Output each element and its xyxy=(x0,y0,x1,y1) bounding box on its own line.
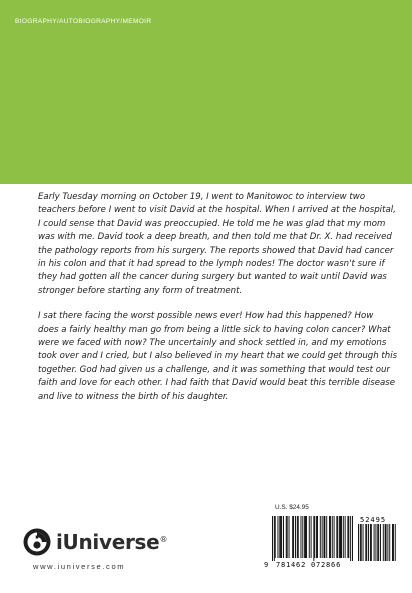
barcode-bar xyxy=(301,516,302,558)
barcode-bar xyxy=(347,516,348,558)
addon-bar xyxy=(386,524,387,561)
barcode-bar xyxy=(350,516,351,561)
blurb-line: does a fairly healthy man go from being a little sick to having colon cancer? What xyxy=(38,324,391,335)
barcode-bar xyxy=(281,516,282,558)
addon-bar xyxy=(377,524,378,561)
addon-bar xyxy=(360,524,361,561)
addon-bar xyxy=(374,524,375,561)
barcode-bar xyxy=(326,516,327,558)
barcode-bar xyxy=(348,516,349,558)
blurb-line: they had gotten all the cancer during surgery but wanted to wait until David was xyxy=(38,272,387,283)
addon-bar xyxy=(392,524,393,561)
barcode-bar xyxy=(343,516,344,558)
addon-bar xyxy=(366,524,367,561)
barcode-bar xyxy=(289,516,290,558)
ean-digits-right: 072866 xyxy=(311,561,342,569)
barcode-bar xyxy=(292,516,293,558)
publisher-name xyxy=(56,527,167,557)
ean-bars xyxy=(272,516,353,561)
addon-bar xyxy=(393,524,394,561)
barcode-bar xyxy=(337,516,338,558)
cover-color-band xyxy=(0,0,412,184)
barcode-bar xyxy=(279,516,280,558)
addon-bar xyxy=(358,524,359,561)
addon-bar xyxy=(385,524,386,561)
barcode-bar xyxy=(316,516,317,558)
barcode-bar xyxy=(272,516,273,561)
blurb-line: together. God had given us a challenge, and it was something that would test our xyxy=(38,364,390,375)
addon-bar xyxy=(387,524,388,561)
barcode-bar xyxy=(345,516,346,558)
barcode-bar xyxy=(286,516,287,558)
blurb-line: teachers before I went to visit David at the hospital. When I arrived at the hospital, xyxy=(38,205,396,216)
addon-bar xyxy=(383,524,384,561)
barcode-bar xyxy=(293,516,294,558)
blurb-line: the pathology reports from his surgery. The reports showed that David had cancer xyxy=(38,245,394,256)
barcode-bar xyxy=(280,516,281,558)
barcode-bar xyxy=(320,516,321,558)
publisher-url: www.iuniverse.com xyxy=(33,562,126,571)
addon-bar xyxy=(375,524,376,561)
price-label: U.S. $24.95 xyxy=(275,504,309,511)
publisher-wordmark: iUniverse xyxy=(56,530,160,554)
iuniverse-swirl-icon xyxy=(22,527,52,557)
back-cover-blurb xyxy=(38,191,398,416)
blurb-line: and live to witness the birth of his daughter. xyxy=(38,391,229,402)
blurb-line: was with me. David took a deep breath, and then told me that Dr. X. had received xyxy=(38,232,392,243)
addon-bar xyxy=(363,524,364,561)
addon-bar xyxy=(361,524,362,561)
barcode-bar xyxy=(295,516,296,558)
blurb-paragraph-2 xyxy=(38,310,398,404)
barcode-bar xyxy=(332,516,333,558)
addon-bar xyxy=(395,524,396,561)
addon-bar xyxy=(370,524,371,561)
barcode-bar xyxy=(340,516,341,558)
addon-bar xyxy=(389,524,390,561)
registered-mark: ® xyxy=(159,535,168,544)
barcode-bar xyxy=(334,516,335,558)
barcode-bar xyxy=(275,516,276,558)
barcode-bar xyxy=(306,516,307,558)
addon-bars xyxy=(358,524,396,561)
barcode-bar xyxy=(339,516,340,558)
barcode-bar xyxy=(313,516,314,561)
blurb-line: faith and love for each other. I had faith that David would beat this terrible disease xyxy=(38,378,396,389)
barcode-bar xyxy=(324,516,325,558)
barcode-bar xyxy=(302,516,303,558)
barcode-bar xyxy=(336,516,337,558)
genre-label: BIOGRAPHY/AUTOBIOGRAPHY/MEMOIR xyxy=(15,18,152,25)
price-code-digits: 52495 xyxy=(360,516,387,524)
blurb-line: Early Tuesday morning on October 19, I went to Manitowoc to interview two xyxy=(38,192,366,202)
isbn-barcode xyxy=(262,513,398,569)
barcode-bar xyxy=(309,516,310,558)
barcode-bar xyxy=(341,516,342,558)
barcode-bar xyxy=(298,516,299,558)
blurb-paragraph-1 xyxy=(38,191,396,298)
addon-bar xyxy=(368,524,369,561)
ean-digits-left: 781462 xyxy=(276,561,307,569)
addon-bar xyxy=(378,524,379,561)
barcode-bar xyxy=(305,516,306,558)
barcode-bar xyxy=(278,516,279,558)
barcode-bar xyxy=(324,516,325,558)
barcode-bar xyxy=(287,516,288,558)
blurb-line: in his colon and that it had spread to the lymph nodes! The doctor wasn't sure if xyxy=(38,259,385,270)
blurb-line: I could sense that David was preoccupied. He told me he was glad that my mom xyxy=(38,218,386,229)
ean-digit-first: 9 xyxy=(264,561,269,569)
barcode-bar xyxy=(317,516,318,558)
blurb-line: took over and I cried, but I also believed in my heart that we could get through this xyxy=(38,351,398,362)
barcode-bar xyxy=(314,516,315,558)
barcode-bar xyxy=(297,516,298,558)
addon-bar xyxy=(380,524,381,561)
barcode-bar xyxy=(329,516,330,558)
barcode-bar xyxy=(330,516,331,558)
barcode-bar xyxy=(274,516,275,561)
barcode-bar xyxy=(352,516,353,561)
addon-bar xyxy=(371,524,372,561)
barcode-bar xyxy=(304,516,305,558)
blurb-line: were we faced with now? The uncertainly and shock settled in, and my emotions xyxy=(38,338,387,349)
blurb-line: I sat there facing the worst possible news ever! How had this happened? How xyxy=(38,311,374,322)
barcode-bar xyxy=(322,516,323,558)
barcode-graphic xyxy=(262,513,398,569)
barcode-bar xyxy=(311,516,312,558)
barcode-bar xyxy=(283,516,284,558)
addon-bar xyxy=(365,524,366,561)
blurb-line: stronger before starting any form of treatment. xyxy=(38,285,243,296)
